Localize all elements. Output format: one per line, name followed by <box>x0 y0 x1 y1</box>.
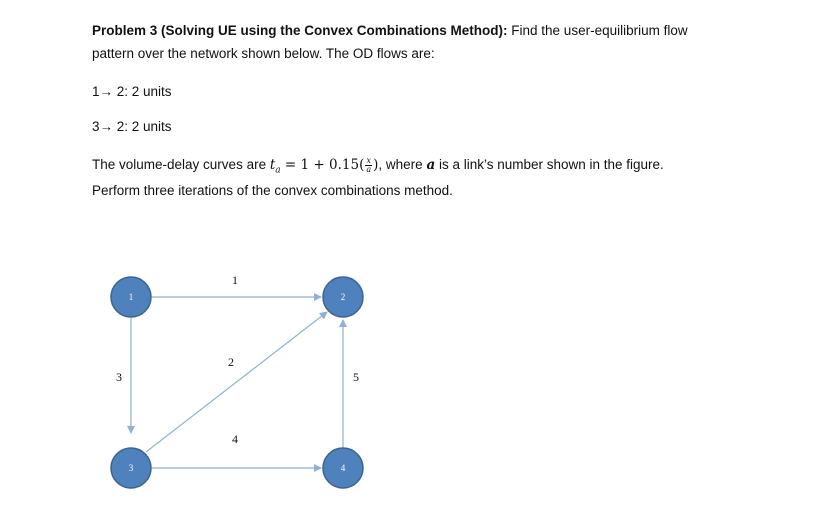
problem-title: Problem 3 (Solving UE using the Convex Combinations Method): <box>92 23 508 38</box>
node-3 <box>111 448 151 488</box>
link-number-1: 1 <box>232 273 238 287</box>
node-1 <box>111 277 151 317</box>
node-1-label: 1 <box>128 292 134 302</box>
node-4 <box>323 448 363 488</box>
link-number-3: 3 <box>116 370 122 384</box>
instruction-text: Perform three iterations of the convex combinations method. <box>92 183 453 198</box>
vdf-fraction-numerator: x <box>366 156 371 165</box>
vdf-subscript: a <box>275 165 281 176</box>
vdf-fraction-denominator: a <box>366 165 372 174</box>
node-3-label: 3 <box>128 463 134 473</box>
vdf-t: t <box>269 157 276 173</box>
node-2 <box>323 277 363 317</box>
od-flow-2: 3→ 2: 2 units <box>92 119 172 134</box>
link-number-2: 2 <box>228 355 234 369</box>
vdf-equation: = 1 + 0.15( <box>280 157 365 173</box>
vdf-close-paren: ) <box>373 157 379 173</box>
node-2-label: 2 <box>340 292 346 302</box>
link-number-5: 5 <box>353 370 359 384</box>
od-flow-1: 1→ 2: 2 units <box>92 84 172 99</box>
problem-heading-text: Find the user-equilibrium flow <box>507 23 688 38</box>
vdf-prefix: The volume-delay curves are <box>92 157 270 172</box>
link-3-2 <box>146 312 327 452</box>
vdf-suffix-1: , where <box>378 157 427 172</box>
vdf-link-symbol: a <box>426 157 436 173</box>
vdf-suffix-2: is a link’s number shown in the figure. <box>435 157 664 172</box>
link-number-4: 4 <box>232 432 238 446</box>
node-4-label: 4 <box>340 463 346 473</box>
problem-heading-line2: pattern over the network shown below. The OD flows are: <box>92 46 435 61</box>
